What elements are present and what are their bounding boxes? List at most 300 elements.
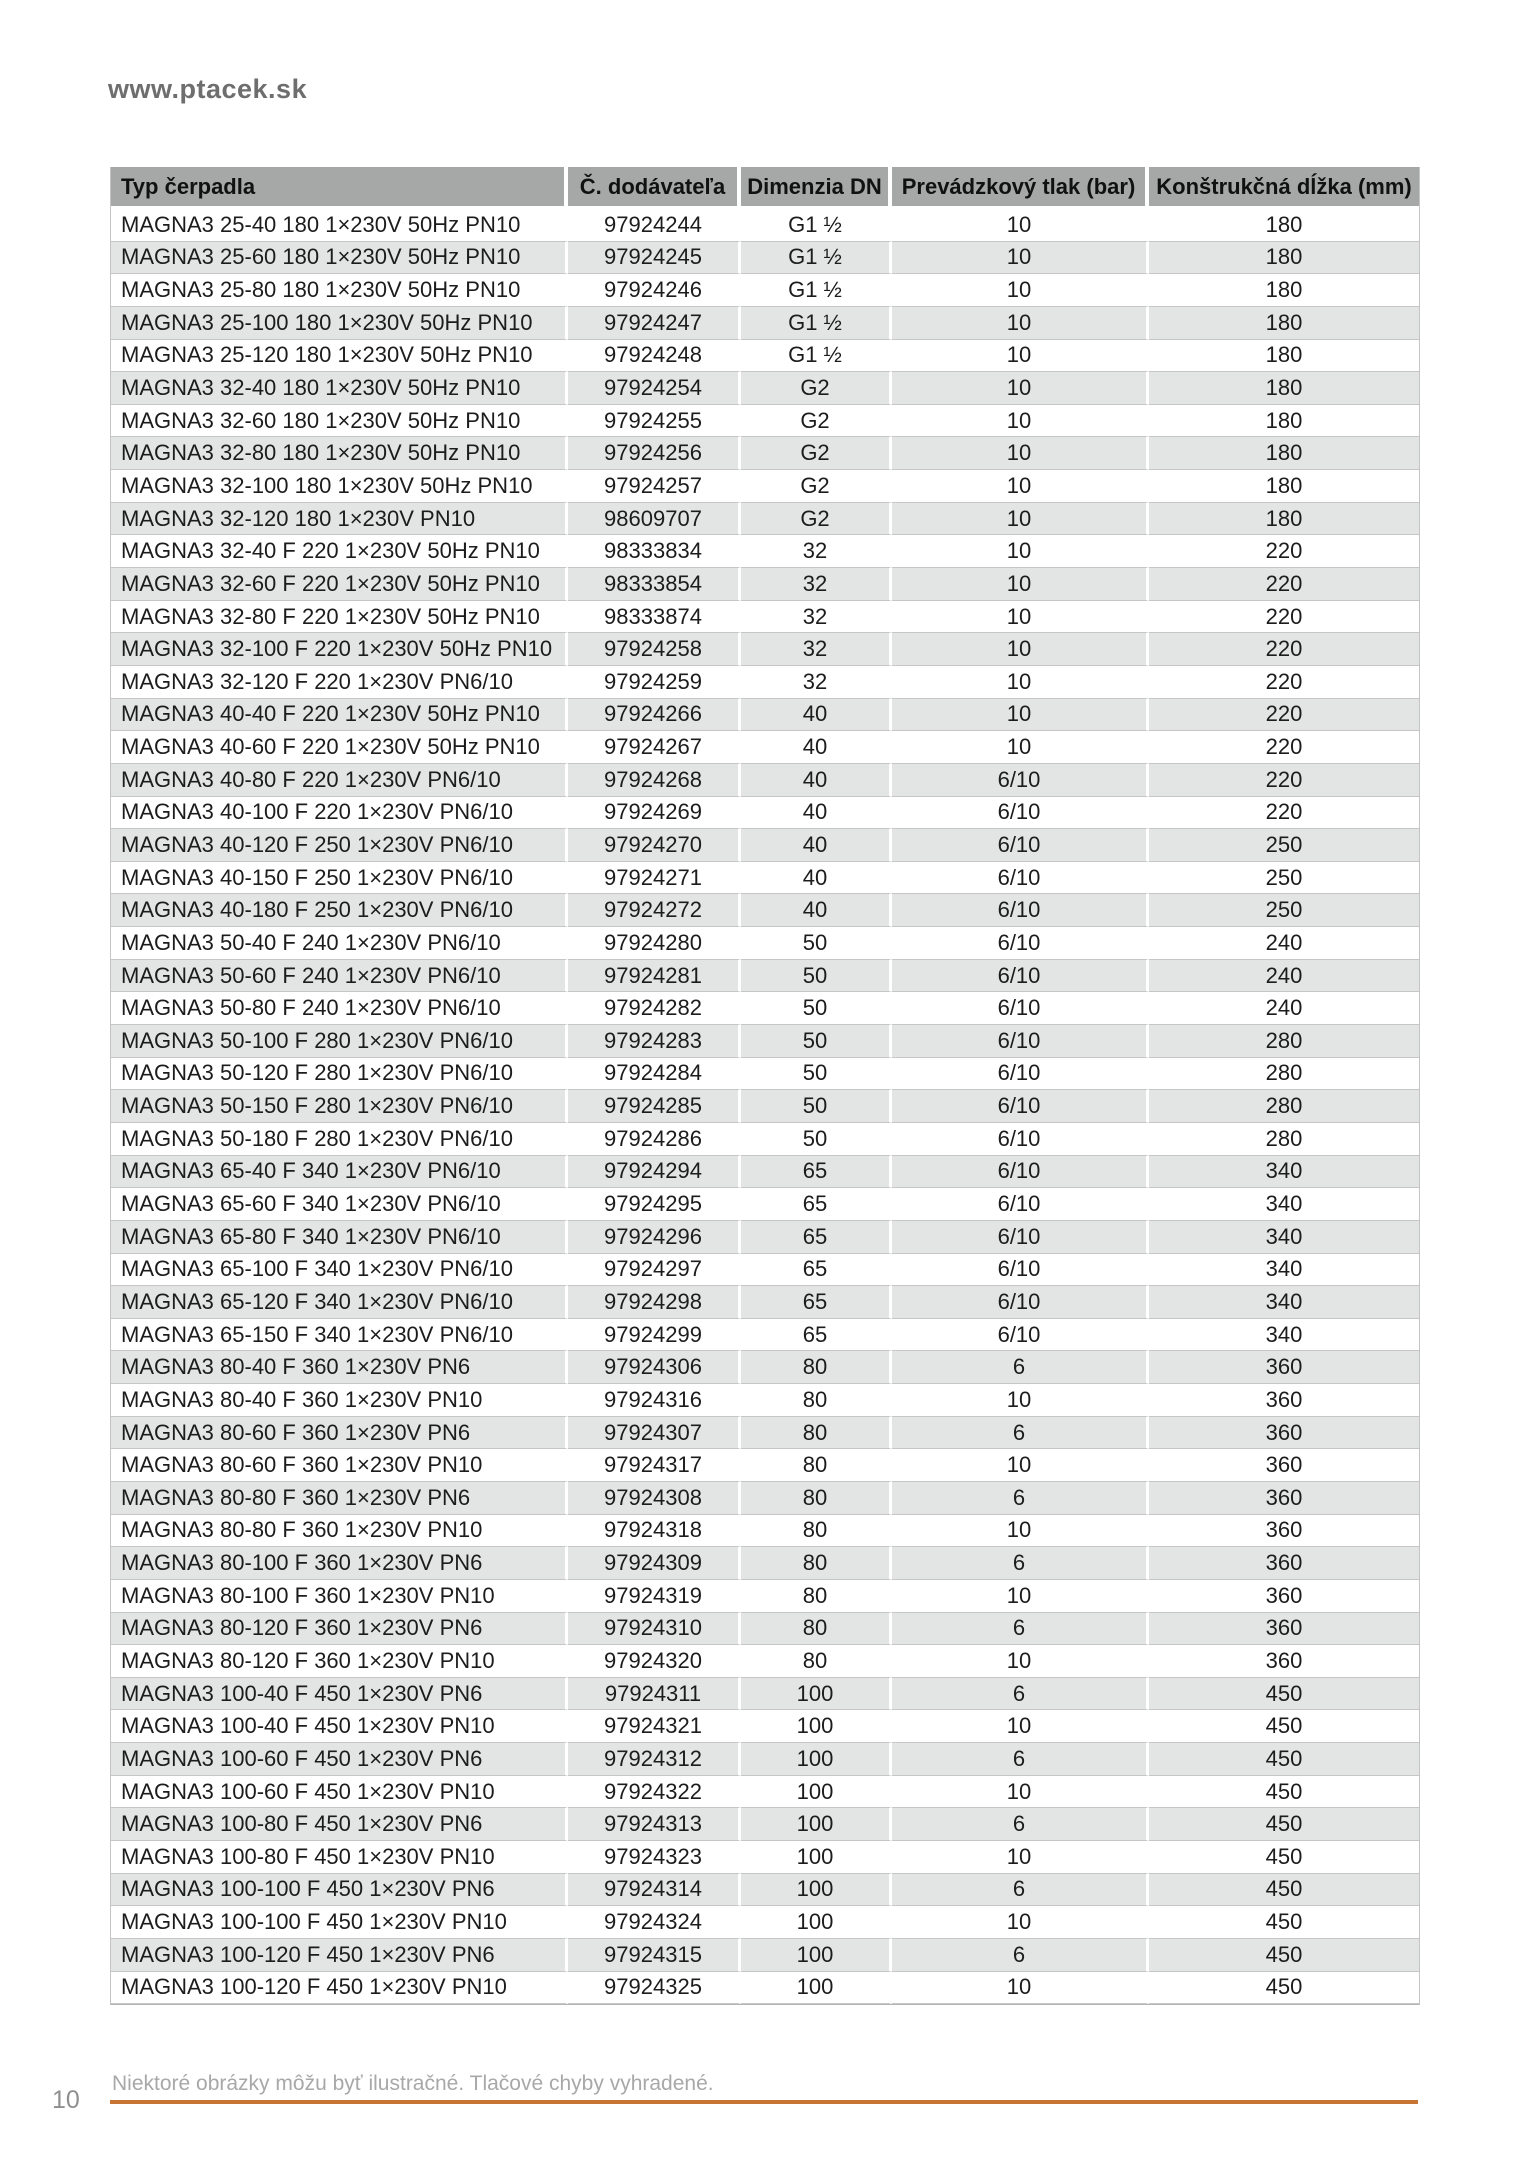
table-cell: 80: [741, 1449, 892, 1482]
table-row: [111, 797, 1419, 830]
table-cell: 97924281: [568, 960, 741, 993]
table-row: [111, 960, 1419, 993]
table-cell: 97924257: [568, 470, 741, 503]
table-cell: 6/10: [892, 894, 1149, 927]
table-cell: 450: [1149, 1776, 1419, 1809]
table-cell: 98333854: [568, 568, 741, 601]
table-cell: 6/10: [892, 992, 1149, 1025]
table-row: [111, 1710, 1419, 1743]
table-cell: 240: [1149, 960, 1419, 993]
table-cell: 97924268: [568, 764, 741, 797]
table-cell: G1 ½: [741, 340, 892, 373]
table-cell: MAGNA3 40-120 F 250 1×230V PN6/10: [111, 829, 568, 862]
table-cell: 97924297: [568, 1254, 741, 1287]
table-cell: 65: [741, 1156, 892, 1189]
table-cell: 65: [741, 1188, 892, 1221]
table-cell: 180: [1149, 209, 1419, 242]
table-row: [111, 1841, 1419, 1874]
table-cell: G2: [741, 372, 892, 405]
table-row: [111, 535, 1419, 568]
table-row: [111, 307, 1419, 340]
table-cell: G1 ½: [741, 242, 892, 275]
table-cell: 340: [1149, 1188, 1419, 1221]
table-row: [111, 470, 1419, 503]
table-cell: 97924320: [568, 1645, 741, 1678]
table-cell: MAGNA3 80-60 F 360 1×230V PN6: [111, 1417, 568, 1450]
table-row: [111, 894, 1419, 927]
table-cell: 10: [892, 1906, 1149, 1939]
table-cell: 10: [892, 1449, 1149, 1482]
table-cell: MAGNA3 65-60 F 340 1×230V PN6/10: [111, 1188, 568, 1221]
table-cell: 6: [892, 1547, 1149, 1580]
table-row: [111, 862, 1419, 895]
table-cell: MAGNA3 40-180 F 250 1×230V PN6/10: [111, 894, 568, 927]
table-cell: G2: [741, 405, 892, 438]
table-cell: 10: [892, 1515, 1149, 1548]
table-cell: MAGNA3 100-60 F 450 1×230V PN6: [111, 1743, 568, 1776]
table-cell: 40: [741, 829, 892, 862]
table-cell: 98333874: [568, 601, 741, 634]
table-cell: 10: [892, 1710, 1149, 1743]
column-header-dimension-dn: Dimenzia DN: [741, 167, 892, 209]
table-cell: G2: [741, 437, 892, 470]
table-cell: G1 ½: [741, 274, 892, 307]
table-cell: 97924283: [568, 1025, 741, 1058]
table-cell: 280: [1149, 1123, 1419, 1156]
table-cell: 97924306: [568, 1351, 741, 1384]
table-row: [111, 731, 1419, 764]
table-cell: 180: [1149, 307, 1419, 340]
table-cell: 6/10: [892, 797, 1149, 830]
table-cell: 10: [892, 307, 1149, 340]
table-cell: 6/10: [892, 1156, 1149, 1189]
table-cell: 97924312: [568, 1743, 741, 1776]
table-cell: 220: [1149, 535, 1419, 568]
table-cell: 340: [1149, 1286, 1419, 1319]
table-cell: 360: [1149, 1547, 1419, 1580]
table-cell: MAGNA3 80-100 F 360 1×230V PN6: [111, 1547, 568, 1580]
table-cell: 97924246: [568, 274, 741, 307]
table-cell: MAGNA3 65-80 F 340 1×230V PN6/10: [111, 1221, 568, 1254]
footer-accent-rule: [110, 2100, 1418, 2104]
table-cell: 10: [892, 274, 1149, 307]
column-header-pressure: Prevádzkový tlak (bar): [892, 167, 1149, 209]
table-row: [111, 1678, 1419, 1711]
table-cell: 100: [741, 1906, 892, 1939]
table-cell: 250: [1149, 894, 1419, 927]
table-cell: 80: [741, 1547, 892, 1580]
table-cell: 80: [741, 1384, 892, 1417]
table-cell: MAGNA3 40-100 F 220 1×230V PN6/10: [111, 797, 568, 830]
table-cell: 97924284: [568, 1058, 741, 1091]
table-cell: 100: [741, 1939, 892, 1972]
table-cell: 10: [892, 1645, 1149, 1678]
table-cell: 10: [892, 633, 1149, 666]
table-cell: 450: [1149, 1743, 1419, 1776]
table-cell: 180: [1149, 405, 1419, 438]
table-cell: 97924307: [568, 1417, 741, 1450]
table-cell: 360: [1149, 1613, 1419, 1646]
table-cell: 97924244: [568, 209, 741, 242]
table-cell: MAGNA3 32-80 F 220 1×230V 50Hz PN10: [111, 601, 568, 634]
table-cell: 360: [1149, 1351, 1419, 1384]
table-cell: 97924258: [568, 633, 741, 666]
table-cell: 97924316: [568, 1384, 741, 1417]
table-row: [111, 1221, 1419, 1254]
table-cell: 50: [741, 1058, 892, 1091]
table-cell: MAGNA3 50-60 F 240 1×230V PN6/10: [111, 960, 568, 993]
table-row: [111, 1449, 1419, 1482]
table-cell: 180: [1149, 242, 1419, 275]
table-row: [111, 405, 1419, 438]
table-header: [111, 167, 1419, 209]
column-header-supplier-number: Č. dodávateľa: [568, 167, 741, 209]
table-cell: 10: [892, 242, 1149, 275]
table-cell: 97924285: [568, 1090, 741, 1123]
table-cell: 80: [741, 1417, 892, 1450]
table-row: [111, 1417, 1419, 1450]
table-cell: 97924324: [568, 1906, 741, 1939]
table-cell: 6/10: [892, 764, 1149, 797]
table-cell: 6: [892, 1613, 1149, 1646]
table-cell: MAGNA3 65-100 F 340 1×230V PN6/10: [111, 1254, 568, 1287]
table-cell: MAGNA3 50-150 F 280 1×230V PN6/10: [111, 1090, 568, 1123]
table-row: [111, 1776, 1419, 1809]
table-cell: 40: [741, 764, 892, 797]
table-cell: 450: [1149, 1939, 1419, 1972]
table-cell: 65: [741, 1319, 892, 1352]
table-cell: 40: [741, 797, 892, 830]
table-row: [111, 1874, 1419, 1907]
table-cell: 10: [892, 1841, 1149, 1874]
table-cell: MAGNA3 100-60 F 450 1×230V PN10: [111, 1776, 568, 1809]
table-cell: 97924322: [568, 1776, 741, 1809]
table-cell: 50: [741, 1123, 892, 1156]
table-cell: 97924245: [568, 242, 741, 275]
table-cell: MAGNA3 32-100 F 220 1×230V 50Hz PN10: [111, 633, 568, 666]
table-cell: MAGNA3 80-80 F 360 1×230V PN10: [111, 1515, 568, 1548]
table-cell: MAGNA3 25-80 180 1×230V 50Hz PN10: [111, 274, 568, 307]
table-cell: 97924298: [568, 1286, 741, 1319]
table-cell: 80: [741, 1645, 892, 1678]
table-cell: 97924295: [568, 1188, 741, 1221]
column-header-pump-type: Typ čerpadla: [111, 167, 568, 209]
table-cell: 97924255: [568, 405, 741, 438]
table-cell: MAGNA3 100-100 F 450 1×230V PN10: [111, 1906, 568, 1939]
table-cell: 97924248: [568, 340, 741, 373]
table-cell: MAGNA3 40-150 F 250 1×230V PN6/10: [111, 862, 568, 895]
table-cell: 97924318: [568, 1515, 741, 1548]
table-cell: 180: [1149, 340, 1419, 373]
table-cell: 6: [892, 1417, 1149, 1450]
table-cell: 97924311: [568, 1678, 741, 1711]
table-row: [111, 503, 1419, 536]
table-cell: 340: [1149, 1254, 1419, 1287]
table-cell: 340: [1149, 1319, 1419, 1352]
table-cell: 100: [741, 1808, 892, 1841]
table-cell: 100: [741, 1776, 892, 1809]
table-cell: 10: [892, 503, 1149, 536]
table-cell: 360: [1149, 1384, 1419, 1417]
table-cell: 100: [741, 1678, 892, 1711]
table-cell: MAGNA3 80-60 F 360 1×230V PN10: [111, 1449, 568, 1482]
table-cell: MAGNA3 50-100 F 280 1×230V PN6/10: [111, 1025, 568, 1058]
table-cell: MAGNA3 100-120 F 450 1×230V PN6: [111, 1939, 568, 1972]
table-cell: 280: [1149, 1025, 1419, 1058]
table-cell: MAGNA3 100-120 F 450 1×230V PN10: [111, 1972, 568, 2005]
table-cell: 50: [741, 1025, 892, 1058]
table-cell: 40: [741, 699, 892, 732]
table-cell: 100: [741, 1743, 892, 1776]
table-cell: 10: [892, 470, 1149, 503]
table-cell: 80: [741, 1580, 892, 1613]
table-cell: MAGNA3 32-100 180 1×230V 50Hz PN10: [111, 470, 568, 503]
table-cell: 65: [741, 1286, 892, 1319]
table-cell: 6/10: [892, 1319, 1149, 1352]
table-cell: 6/10: [892, 1090, 1149, 1123]
table-cell: 10: [892, 666, 1149, 699]
table-cell: 80: [741, 1351, 892, 1384]
table-cell: 97924269: [568, 797, 741, 830]
table-cell: 180: [1149, 437, 1419, 470]
table-cell: 6/10: [892, 1254, 1149, 1287]
table-header-row: [111, 167, 1419, 209]
table-cell: 97924315: [568, 1939, 741, 1972]
table-cell: MAGNA3 80-100 F 360 1×230V PN10: [111, 1580, 568, 1613]
table-row: [111, 1123, 1419, 1156]
table-cell: MAGNA3 80-120 F 360 1×230V PN10: [111, 1645, 568, 1678]
table-cell: MAGNA3 100-40 F 450 1×230V PN10: [111, 1710, 568, 1743]
table-cell: 97924247: [568, 307, 741, 340]
table-cell: 220: [1149, 731, 1419, 764]
table-cell: 97924254: [568, 372, 741, 405]
table-cell: 6/10: [892, 1123, 1149, 1156]
table-cell: 50: [741, 960, 892, 993]
table-cell: 32: [741, 601, 892, 634]
table-cell: 97924259: [568, 666, 741, 699]
table-row: [111, 1351, 1419, 1384]
table-cell: 6/10: [892, 927, 1149, 960]
table-cell: 6: [892, 1482, 1149, 1515]
table-cell: 360: [1149, 1580, 1419, 1613]
table-cell: 10: [892, 437, 1149, 470]
table-cell: 97924321: [568, 1710, 741, 1743]
table-cell: 97924325: [568, 1972, 741, 2005]
table-cell: G1 ½: [741, 307, 892, 340]
table-cell: 450: [1149, 1678, 1419, 1711]
table-cell: 97924314: [568, 1874, 741, 1907]
table-cell: 180: [1149, 372, 1419, 405]
table-cell: 10: [892, 209, 1149, 242]
table-cell: 450: [1149, 1874, 1419, 1907]
table-cell: 6: [892, 1939, 1149, 1972]
table-cell: 100: [741, 1841, 892, 1874]
table-cell: 40: [741, 894, 892, 927]
table-cell: MAGNA3 32-60 F 220 1×230V 50Hz PN10: [111, 568, 568, 601]
footer-disclaimer: Niektoré obrázky môžu byť ilustračné. Tlačové chyby vyhradené.: [112, 2072, 714, 2095]
table-cell: MAGNA3 32-120 F 220 1×230V PN6/10: [111, 666, 568, 699]
table-cell: 97924313: [568, 1808, 741, 1841]
table-cell: 32: [741, 535, 892, 568]
table-cell: 10: [892, 731, 1149, 764]
table-row: [111, 1188, 1419, 1221]
table-cell: 10: [892, 1384, 1149, 1417]
table-row: [111, 1025, 1419, 1058]
table-cell: 100: [741, 1972, 892, 2005]
table-row: [111, 666, 1419, 699]
table-cell: 250: [1149, 829, 1419, 862]
table-cell: 220: [1149, 601, 1419, 634]
table-cell: 100: [741, 1874, 892, 1907]
table-cell: 97924270: [568, 829, 741, 862]
table-cell: 180: [1149, 503, 1419, 536]
table-row: [111, 764, 1419, 797]
table-cell: 6: [892, 1874, 1149, 1907]
table-cell: 97924282: [568, 992, 741, 1025]
table-row: [111, 927, 1419, 960]
table-cell: 360: [1149, 1482, 1419, 1515]
table-row: [111, 633, 1419, 666]
table-cell: 10: [892, 699, 1149, 732]
table-cell: 360: [1149, 1515, 1419, 1548]
table-cell: 6/10: [892, 862, 1149, 895]
table-cell: 97924308: [568, 1482, 741, 1515]
table-cell: 10: [892, 1776, 1149, 1809]
table-row: [111, 1939, 1419, 1972]
table-cell: 250: [1149, 862, 1419, 895]
table-cell: 97924294: [568, 1156, 741, 1189]
table-cell: 97924267: [568, 731, 741, 764]
table-cell: MAGNA3 32-40 180 1×230V 50Hz PN10: [111, 372, 568, 405]
table-cell: 97924309: [568, 1547, 741, 1580]
table-cell: MAGNA3 25-120 180 1×230V 50Hz PN10: [111, 340, 568, 373]
table-cell: MAGNA3 32-60 180 1×230V 50Hz PN10: [111, 405, 568, 438]
table-cell: 450: [1149, 1906, 1419, 1939]
table-cell: 97924286: [568, 1123, 741, 1156]
table-cell: 6/10: [892, 1025, 1149, 1058]
table-cell: 180: [1149, 470, 1419, 503]
table-cell: 97924319: [568, 1580, 741, 1613]
table-cell: MAGNA3 50-120 F 280 1×230V PN6/10: [111, 1058, 568, 1091]
table-cell: MAGNA3 50-40 F 240 1×230V PN6/10: [111, 927, 568, 960]
table-row: [111, 568, 1419, 601]
table-row: [111, 1319, 1419, 1352]
table-cell: G2: [741, 503, 892, 536]
table-cell: G2: [741, 470, 892, 503]
table-row: [111, 829, 1419, 862]
table-cell: 40: [741, 731, 892, 764]
table-cell: 80: [741, 1515, 892, 1548]
table-cell: 50: [741, 1090, 892, 1123]
table-cell: 10: [892, 535, 1149, 568]
table-cell: 6: [892, 1678, 1149, 1711]
table-cell: 100: [741, 1710, 892, 1743]
table-row: [111, 699, 1419, 732]
table-row: [111, 209, 1419, 242]
table-cell: MAGNA3 80-80 F 360 1×230V PN6: [111, 1482, 568, 1515]
table-cell: 97924271: [568, 862, 741, 895]
table-cell: 10: [892, 405, 1149, 438]
table-cell: 220: [1149, 666, 1419, 699]
table-row: [111, 601, 1419, 634]
table-cell: MAGNA3 100-80 F 450 1×230V PN6: [111, 1808, 568, 1841]
table-cell: G1 ½: [741, 209, 892, 242]
table-cell: MAGNA3 100-80 F 450 1×230V PN10: [111, 1841, 568, 1874]
table-row: [111, 340, 1419, 373]
table-cell: 340: [1149, 1156, 1419, 1189]
table-cell: 10: [892, 568, 1149, 601]
table-row: [111, 1547, 1419, 1580]
table-cell: 340: [1149, 1221, 1419, 1254]
product-table: [110, 167, 1420, 2005]
table-cell: 6/10: [892, 1221, 1149, 1254]
table-cell: MAGNA3 65-40 F 340 1×230V PN6/10: [111, 1156, 568, 1189]
table-cell: 10: [892, 601, 1149, 634]
table-cell: 10: [892, 1580, 1149, 1613]
table-cell: 97924323: [568, 1841, 741, 1874]
table-cell: 97924310: [568, 1613, 741, 1646]
table-row: [111, 1482, 1419, 1515]
table-cell: 32: [741, 666, 892, 699]
table-cell: 220: [1149, 764, 1419, 797]
table-cell: MAGNA3 25-100 180 1×230V 50Hz PN10: [111, 307, 568, 340]
table-cell: 6/10: [892, 1188, 1149, 1221]
table-cell: 80: [741, 1613, 892, 1646]
table-cell: MAGNA3 32-120 180 1×230V PN10: [111, 503, 568, 536]
table-row: [111, 1613, 1419, 1646]
table-row: [111, 1580, 1419, 1613]
table-body: [111, 209, 1419, 2004]
table-cell: 450: [1149, 1808, 1419, 1841]
table-cell: MAGNA3 25-40 180 1×230V 50Hz PN10: [111, 209, 568, 242]
table-row: [111, 1090, 1419, 1123]
table-cell: 6/10: [892, 1058, 1149, 1091]
table-row: [111, 1254, 1419, 1287]
table-cell: 10: [892, 340, 1149, 373]
table-cell: 280: [1149, 1090, 1419, 1123]
table-cell: 97924266: [568, 699, 741, 732]
table-cell: MAGNA3 65-150 F 340 1×230V PN6/10: [111, 1319, 568, 1352]
table-cell: MAGNA3 50-80 F 240 1×230V PN6/10: [111, 992, 568, 1025]
table-cell: 65: [741, 1254, 892, 1287]
table-cell: 360: [1149, 1449, 1419, 1482]
table-row: [111, 372, 1419, 405]
table-cell: 98333834: [568, 535, 741, 568]
table-cell: MAGNA3 40-80 F 220 1×230V PN6/10: [111, 764, 568, 797]
table-cell: MAGNA3 40-40 F 220 1×230V 50Hz PN10: [111, 699, 568, 732]
table-cell: 240: [1149, 927, 1419, 960]
table-cell: 97924296: [568, 1221, 741, 1254]
table-cell: 98609707: [568, 503, 741, 536]
table-cell: 80: [741, 1482, 892, 1515]
table-cell: 6: [892, 1351, 1149, 1384]
table-cell: 10: [892, 372, 1149, 405]
table-cell: 450: [1149, 1841, 1419, 1874]
table-cell: 40: [741, 862, 892, 895]
table-cell: 10: [892, 1972, 1149, 2005]
table-cell: MAGNA3 40-60 F 220 1×230V 50Hz PN10: [111, 731, 568, 764]
table-row: [111, 242, 1419, 275]
table-cell: 180: [1149, 274, 1419, 307]
product-table-container: [110, 167, 1418, 2005]
table-row: [111, 992, 1419, 1025]
table-cell: MAGNA3 25-60 180 1×230V 50Hz PN10: [111, 242, 568, 275]
table-cell: 450: [1149, 1710, 1419, 1743]
table-row: [111, 437, 1419, 470]
table-cell: MAGNA3 80-40 F 360 1×230V PN10: [111, 1384, 568, 1417]
table-cell: MAGNA3 80-120 F 360 1×230V PN6: [111, 1613, 568, 1646]
table-row: [111, 1515, 1419, 1548]
